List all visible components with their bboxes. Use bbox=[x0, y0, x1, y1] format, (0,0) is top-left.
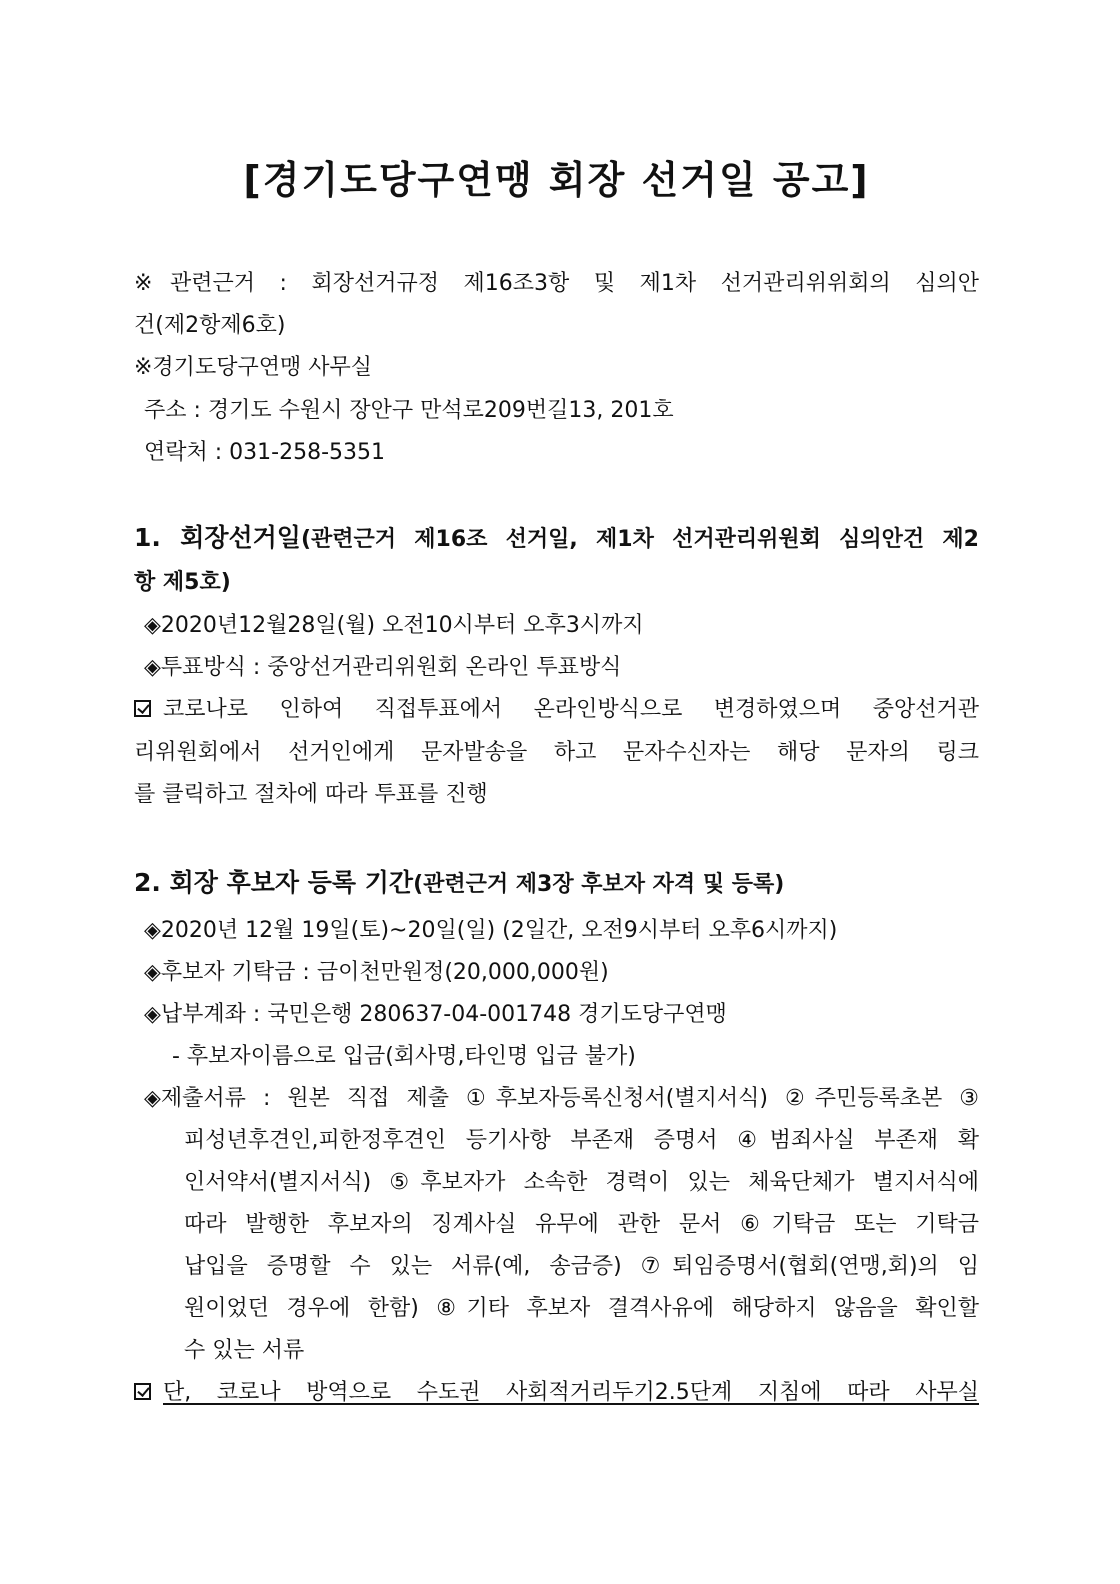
section2-sub-item: - 후보자이름으로 입금(회사명,타인명 입금 불가) bbox=[172, 1044, 636, 1069]
section1-heading-note: (관련근거 제16조 선거일, 제1차 선거관리위원회 심의안건 제2 bbox=[300, 527, 979, 552]
checkbox-icon bbox=[134, 1383, 151, 1400]
section2-docs-line-1: ◈제출서류 : 원본 직접 제출 ①후보자등록신청서(별지서식) ②주민등록초본 ③ bbox=[144, 1086, 979, 1111]
section2-heading-note: (관련근거 제3장 후보자 자격 및 등록) bbox=[413, 872, 785, 897]
page-title: [경기도당구연맹 회장 선거일 공고] bbox=[243, 158, 870, 202]
checkbox-icon bbox=[134, 700, 151, 717]
section1-note-line-3: 를 클릭하고 절차에 따라 투표를 진행 bbox=[134, 782, 488, 807]
section2-note: 단, 코로나 방역으로 수도권 사회적거리두기2.5단계 지침에 따라 사무실 bbox=[134, 1373, 979, 1413]
office-label: ※경기도당구연맹 사무실 bbox=[134, 355, 372, 380]
section1-heading-note-cont: 항 제5호) bbox=[134, 570, 231, 595]
section1-item-date: ◈2020년12월28일(월) 오전10시부터 오후3시까지 bbox=[144, 613, 644, 638]
section2-docs-line-3: 인서약서(별지서식) ⑤후보자가 소속한 경력이 있는 체육단체가 별지서식에 bbox=[184, 1170, 979, 1195]
section2-docs-line-7: 수 있는 서류 bbox=[184, 1338, 305, 1363]
section2-docs-line-2: 피성년후견인,피한정후견인 등기사항 부존재 증명서 ④범죄사실 부존재 확 bbox=[184, 1128, 979, 1153]
section1-note-line-1: 코로나로 인하여 직접투표에서 온라인방식으로 변경하였으며 중앙선거관 bbox=[134, 690, 979, 730]
section1-heading-title: 1. 회장선거일 bbox=[134, 523, 301, 552]
basis-line-1: ※관련근거 : 회장선거규정 제16조3항 및 제1차 선거관리위위회의 심의안 bbox=[134, 271, 979, 296]
office-contact: 연락처 : 031-258-5351 bbox=[144, 440, 386, 465]
section2-docs-line-4: 따라 발행한 후보자의 징계사실 유무에 관한 문서 ⑥기탁금 또는 기탁금 bbox=[184, 1212, 979, 1237]
section2-heading bbox=[134, 863, 979, 905]
section2-docs-line-6: 원이었던 경우에 한함) ⑧기타 후보자 결격사유에 해당하지 않음을 확인할 bbox=[184, 1296, 979, 1321]
basis-line-2: 건(제2항제6호) bbox=[134, 313, 286, 338]
section1-item-method: ◈투표방식 : 중앙선거관리위원회 온라인 투표방식 bbox=[144, 655, 622, 680]
office-address: 주소 : 경기도 수원시 장안구 만석로209번길13, 201호 bbox=[144, 398, 674, 423]
section2-item-period: ◈2020년 12월 19일(토)~20일(일) (2일간, 오전9시부터 오후6시까지) bbox=[144, 918, 838, 943]
section2-item-deposit: ◈후보자 기탁금 : 금이천만원정(20,000,000원) bbox=[144, 960, 609, 985]
section1-heading bbox=[134, 518, 979, 560]
section2-heading-title: 2. 회장 후보자 등록 기간 bbox=[134, 868, 414, 897]
section1-note-line-2: 리위원회에서 선거인에게 문자발송을 하고 문자수신자는 해당 문자의 링크 bbox=[134, 740, 979, 765]
section2-item-account: ◈납부계좌 : 국민은행 280637-04-001748 경기도당구연맹 bbox=[144, 1002, 727, 1027]
section2-docs-line-5: 납입을 증명할 수 있는 서류(예, 송금증) ⑦퇴임증명서(협회(연맹,회)의 임 bbox=[184, 1254, 979, 1279]
